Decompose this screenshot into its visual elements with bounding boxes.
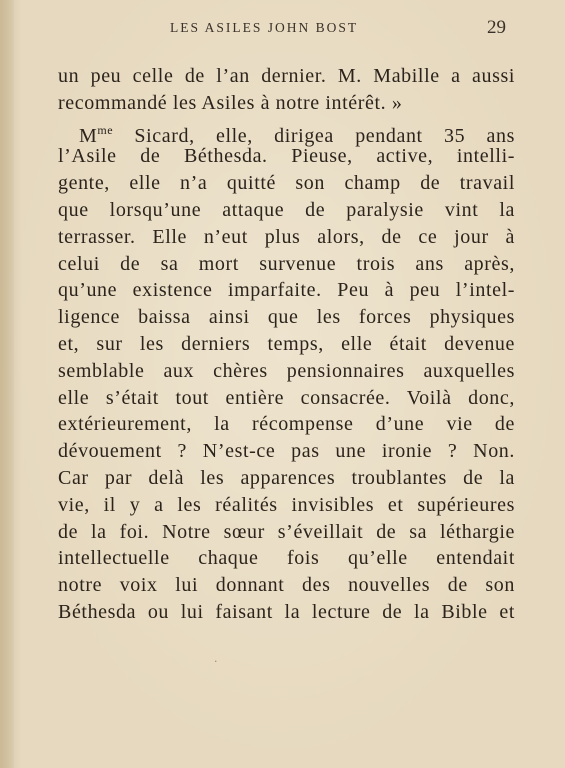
running-title: LES ASILES JOHN BOST — [170, 20, 359, 35]
text-line: elle s’était tout entière consacrée. Voilà donc, — [58, 386, 515, 409]
text-line: que lorsqu’une attaque de paralysie vint la — [58, 198, 515, 221]
text-line: qu’une existence imparfaite. Peu à peu l’intel- — [58, 279, 515, 302]
text-line: dévouement ? N’est-ce pas une ironie ? Non. — [58, 440, 515, 463]
paper-blemish: · — [214, 655, 218, 668]
text-line: recommandé les Asiles à notre intérêt. » — [58, 91, 403, 114]
text-line: terrasser. Elle n’eut plus alors, de ce jour à — [58, 225, 515, 248]
lead-line-rest: Sicard, elle, dirigea pendant 35 ans — [113, 124, 515, 147]
text-line: un peu celle de l’an dernier. M. Mabille a aussi — [58, 65, 515, 87]
honorific-superscript: me — [97, 122, 114, 137]
text-line: vie, il y a les réalités invisibles et supérieures — [58, 493, 515, 516]
paragraph-lead-line — [58, 117, 515, 147]
text-line: intellectuelle chaque fois qu’elle entendait — [58, 547, 515, 570]
page-gutter-shadow — [0, 0, 14, 768]
text-line: Béthesda ou lui faisant la lecture de la Bible et — [58, 600, 515, 623]
text-line: Car par delà les apparences troublantes de la — [58, 466, 515, 489]
text-line: l’Asile de Béthesda. Pieuse, active, intelli- — [58, 145, 515, 168]
text-line: semblable aux chères pensionnaires auxquelles — [58, 359, 515, 382]
honorific-prefix: M — [79, 124, 98, 147]
page-number: 29 — [487, 17, 506, 38]
text-line: celui de sa mort survenue trois ans après, — [58, 252, 515, 275]
body-text — [58, 63, 515, 626]
text-line: notre voix lui donnant des nouvelles de son — [58, 574, 515, 597]
text-line: extérieurement, la récompense d’une vie de — [58, 413, 515, 436]
text-line: gente, elle n’a quitté son champ de travail — [58, 172, 515, 195]
text-line: de la foi. Notre sœur s’éveillait de sa léthargie — [58, 520, 515, 543]
text-line: ligence baissa ainsi que les forces physiques — [58, 306, 515, 329]
text-line: et, sur les derniers temps, elle était devenue — [58, 332, 515, 355]
